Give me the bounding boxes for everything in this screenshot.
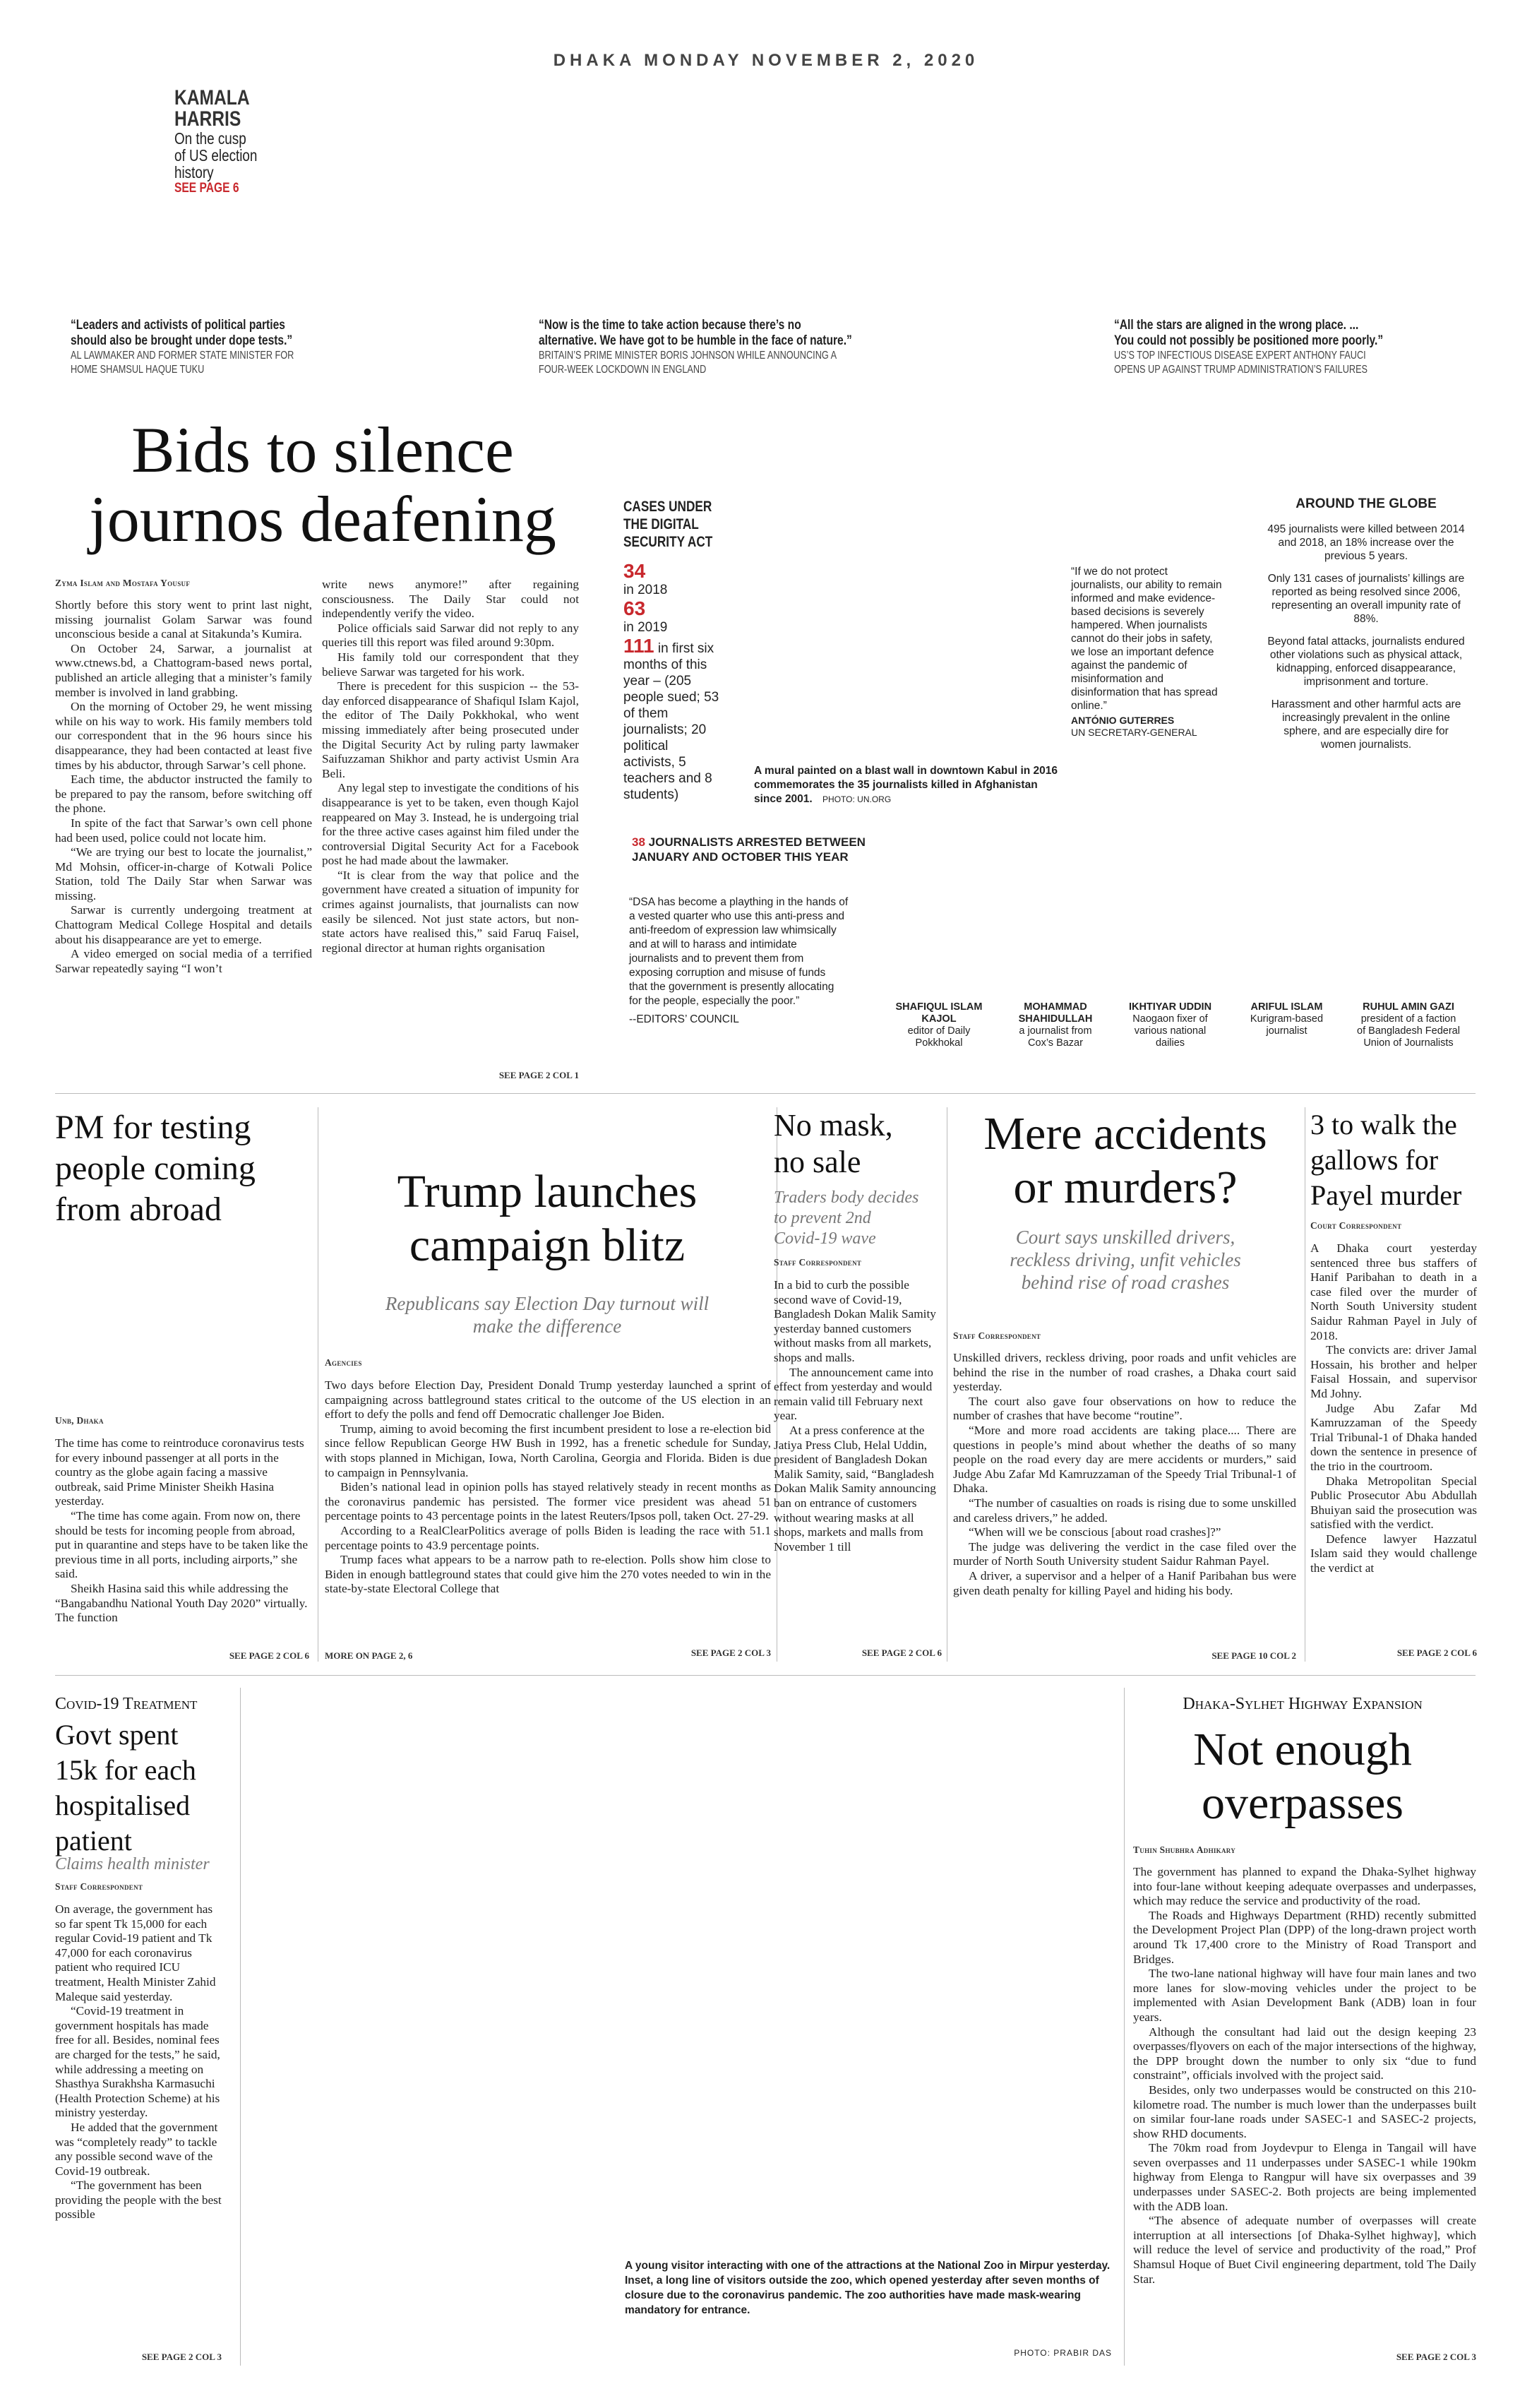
teaser-name: KAMALA [174,86,250,109]
trump-headline[interactable] [325,1165,770,1272]
headline-line: Mere accidents [983,1108,1267,1160]
guterres-name: ANTÓNIO GUTERRES [1071,715,1175,726]
paragraph: A Dhaka court yesterday sentenced three bus staffers of Hanif Paribahan to death in a case filed over the murder of North South University student Saidur Rahman Payel in July of 2018. [1310,1241,1477,1342]
arrested-count: 38 [632,835,645,849]
paragraph: Besides, only two underpasses would be constructed on this 210-kilometre road. The number is much lower than the underpasses built on similar four-lane roads under SASEC-1 and SASEC-2 projects, show RHD documents. [1133,2082,1476,2140]
payel-jump-link[interactable]: SEE PAGE 2 COL 6 [1396,1647,1477,1658]
paragraph: “The number of casualties on roads is rising due to some unskilled and careless drivers,” he added. [953,1496,1296,1525]
quote-source: --EDITORS’ COUNCIL [629,1013,739,1025]
paragraph: The announcement came into effect from yesterday and would remain valid till February next year. [774,1365,933,1423]
headline-line: Govt spent [55,1719,179,1751]
dateline: DHAKA MONDAY NOVEMBER 2, 2020 [553,51,979,70]
highway-jump-link[interactable]: SEE PAGE 2 COL 3 [1396,2352,1476,2362]
arrested-journalist: ARIFUL ISLAM Kurigram-based journalist [1250,1001,1324,1037]
mask-headline[interactable] [774,1107,943,1181]
paragraph: The time has come to reintroduce coronavirus tests for every inbound passenger at all ports in the country as the globe again facing a massive outbreak, said Prime Minister Sheikh Hasina yesterday. [55,1436,304,1508]
arrested-label: JANUARY AND OCTOBER THIS YEAR [632,850,849,864]
paragraph: The Roads and Highways Department (RHD) recently submitted the Development Project Plan (DPP) of the long-drawn project worth around Tk 17,400 crore to the Ministry of Road Transport and Bridges. [1133,1908,1476,1966]
arrested-journalist: IKHTIYAR UDDIN Naogaon fixer of various national dailies [1128,1001,1212,1049]
paragraph: “The government has been providing the people with the best possible [55,2178,222,2222]
guterres-title: UN SECRETARY-GENERAL [1071,727,1197,738]
guterres-quote [1071,565,1223,739]
arrested-journalist: SHAFIQUL ISLAM KAJOL editor of Daily Pokkhokal [895,1001,983,1049]
paragraph: “We are trying our best to locate the journalist,” Md Mohsin, officer-in-charge of Kotwali Police Station, told The Daily Star when Sarwar was missing. [55,845,312,902]
mask-byline: Staff Correspondent [774,1257,862,1268]
lead-column-1 [55,598,312,976]
paragraph: Sarwar is currently undergoing treatment at Chattogram Medical College Hospital and details about his disappearance are yet to emerge. [55,903,312,946]
lead-column-2 [322,578,579,955]
paragraph: A driver, a supervisor and a helper of a Hanif Paribahan bus were given death penalty for killing Payel and hiding his body. [953,1568,1296,1597]
dsa-title: SECURITY ACT [623,534,713,550]
paragraph: In spite of the fact that Sarwar’s own cell phone had been used, police could not locate him. [55,816,312,845]
globe-fact: 495 journalists were killed between 2014 and 2018, an 18% increase over the previous 5 years. [1267,523,1465,562]
paragraph: “It is clear from the way that police and the government have created a situation of impunity for crimes against journalists, that journalists can now easily be silenced. Not just state actors, but non-state actors have realised this,” said Faruq Faisel, regional director at human rights organisation [322,868,579,955]
quote-source: AL LAWMAKER AND FORMER STATE MINISTER FOR [71,350,294,362]
accidents-byline: Staff Correspondent [953,1330,1041,1341]
trump-byline: Agencies [325,1357,362,1368]
globe-fact: Harassment and other harmful acts are increasingly prevalent in the online sphere, and are especially dire for women journalists. [1271,698,1461,751]
globe-fact: Only 131 cases of journalists’ killings are reported as being resolved since 2006, representing an overall impunity rate of 88%. [1267,573,1465,625]
teaser-text: On the cusp [174,129,246,148]
mural-photo-credit: PHOTO: UN.ORG [822,794,892,804]
guterres-quote-text: “If we do not protect journalists, our ability to remain informed and make evidence-based decisions is severely hampered. When journalists cannot do their jobs in safety, we lose an important defence against the pandemic of misinformation and disinformation that has spread online.” [1071,566,1222,712]
quote-line: for the people, especially the poor.” [629,995,800,1007]
paragraph: Defence lawyer Hazzatul Islam said they would challenge the verdict at [1310,1532,1477,1575]
quote-text: You could not possibly be positioned more poorly.” [1114,333,1384,348]
covid-headline[interactable] [55,1717,267,1859]
headline-line: or murders? [1013,1162,1238,1213]
headline-line: PM for testing [55,1109,251,1146]
paragraph: On October 24, Sarwar, a journalist at www.ctnews.bd, a Chattogram-based news portal, published an article alleging that a minister’s family member is involved in land grabbing. [55,641,312,699]
quote-line: exposing corruption and misuse of funds [629,967,826,979]
quote-source: BRITAIN’S PRIME MINISTER BORIS JOHNSON WHILE ANNOUNCING A [539,350,837,362]
teaser-kamala-harris[interactable] [174,88,358,196]
highway-kicker: Dhaka-Sylhet Highway Expansion [1183,1695,1423,1713]
paragraph: The judge was delivering the verdict in the case filed over the murder of North South University student Saidur Rahman Payel. [953,1539,1296,1568]
quote-source: US’S TOP INFECTIOUS DISEASE EXPERT ANTHONY FAUCI [1114,350,1366,362]
dsa-count-label: in 2018 [623,583,668,597]
paragraph: “More and more road accidents are taking place.... There are questions in people’s mind about whether the deaths of so many people on the road every day are mere accidents or murders,” said Judge Abu Zafar Md Kamruzzaman of the Speedy Trial Tribunal-1 of Dhaka. [953,1423,1296,1496]
section-divider [55,1675,1476,1676]
quote-1 [71,318,466,377]
paragraph: His family told our correspondent that they believe Sarwar was targeted for his work. [322,650,579,679]
accidents-body [953,1351,1296,1598]
dsa-count: 63 [623,597,646,619]
paragraph: Although the consultant had laid out the design keeping 23 overpasses/flyovers on each of the major intersections of the highway, the DPP brought down the number to only six “due to fund constraint”, officials involved with the project said. [1133,2025,1476,2082]
pm-jump-link[interactable]: SEE PAGE 2 COL 6 [229,1650,309,1661]
pm-body [55,1436,309,1626]
zoo-photo [621,1709,1115,2246]
zoo-caption: A young visitor interacting with one of the attractions at the National Zoo in Mirpur yesterday. Inset, a long line of visitors outside the zoo, which opened yesterday after seven months of closure due to the coronavirus pandemic. The zoo authorities have made mask-wearing mandatory for entrance. [625,2260,1111,2316]
paragraph: Police officials said Sarwar did not reply to any queries till this report was filed around 9:30pm. [322,621,579,650]
mask-jump-link[interactable]: SEE PAGE 2 COL 6 [861,1647,942,1658]
payel-body [1310,1241,1477,1576]
pm-headline[interactable] [55,1107,323,1230]
paragraph: Unskilled drivers, reckless driving, poor roads and unfit vehicles are behind the rise in the number of road crashes, a Dhaka court said yesterday. [953,1351,1296,1394]
paragraph: A video emerged on social media of a terrified Sarwar repeatedly saying “I won’t [55,947,312,975]
paragraph: The two-lane national highway will have four main lanes and two more lanes for slow-moving vehicles under the project to be implemented with Asian Development Bank (ADB) loan in four years. [1133,1967,1476,2024]
quote-text: alternative. We have got to be humble in the face of nature.” [539,333,852,348]
around-the-globe [1267,496,1465,751]
headline-line: journos deafening [89,483,556,555]
quote-text: “Leaders and activists of political parties [71,318,285,333]
dsa-title: CASES UNDER [623,499,712,515]
trump-more-link[interactable]: MORE ON PAGE 2, 6 [325,1650,413,1661]
paragraph: According to a RealClearPolitics average of polls Biden is leading the race with 51.1 percentage points to 43.9 percentage points. [325,1523,771,1552]
paragraph: The court also gave four observations on how to reduce the number of crashes that have become “routine”. [953,1394,1296,1423]
column-divider [240,1688,241,2366]
arrested-journalist: MOHAMMAD SHAHIDULLAH a journalist from Cox’s Bazar [1018,1001,1093,1049]
paragraph: Judge Abu Zafar Md Kamruzzaman of the Speedy Trial Tribunal-1 of Dhaka handed down the sentence in presence of the trio in the courtroom. [1310,1401,1477,1473]
arrested-journalist: RUHUL AMIN GAZI president of a faction of Bangladesh Federal Union of Journalists [1357,1001,1460,1049]
headline-line: 3 to walk the [1310,1109,1457,1140]
covid-kicker: Covid-19 Treatment [55,1695,198,1713]
paragraph: Trump faces what appears to be a narrow path to re-election. Polls show him close to Biden in enough battleground states that could give him the 270 votes needed to win in the state-by-state Electoral College that [325,1553,771,1596]
lead-jump-link[interactable]: SEE PAGE 2 COL 1 [498,1070,579,1080]
section-divider [55,1093,1476,1094]
globe-title: AROUND THE GLOBE [1295,496,1437,511]
headline-line: Not enough [1193,1724,1412,1775]
paragraph: There is precedent for this suspicion -- the 53-day enforced disappearance of Shafiqul Islam Kajol, the editor of The Daily Pokkhokal, who went missing immediately after being prosecuted under the Digital Security Act by ruling party lawmaker Saifuzzaman Shikhor and party activist Usmin Ara Beli. [322,679,579,780]
headline-line: people coming [55,1150,256,1187]
mask-deck: Traders body decides to prevent 2nd Covid-19 wave [774,1188,919,1248]
paragraph: Any legal step to investigate the conditions of his disappearance is yet to be taken, even though Kajol reappeared on May 3. Instead, he is undergoing trial for the three active cases against him filed under the controversial Digital Security Act for a Facebook post he had made about the lawmaker. [322,781,579,868]
pm-byline: Unb, Dhaka [55,1415,104,1426]
zoo-photo-credit: PHOTO: PRABIR DAS [1014,2348,1112,2358]
covid-deck: Claims health minister [55,1855,210,1873]
paragraph: In a bid to curb the possible second wave of Covid-19, Bangladesh Dokan Malik Samity yesterday banned customers without masks from all markets, shops and malls. [774,1278,936,1364]
covid-jump-link[interactable]: SEE PAGE 2 COL 3 [141,2352,222,2362]
lead-headline[interactable] [51,415,594,554]
teaser-text: of US election [174,146,258,165]
highway-headline[interactable] [1130,1723,1476,1830]
mural-photo [741,487,1052,756]
quote-text: should also be brought under dope tests.” [71,333,293,348]
quote-text: “Now is the time to take action because there’s no [539,318,801,333]
paragraph: Trump, aiming to avoid becoming the first incumbent president to lose a re-election bid since fellow Republican George HW Bush in 1992, has a frenetic schedule for Sunday, with stops planned in Michigan, Iowa, North Carolina, Georgia and Florida. Biden is due to campaign in Pennsylvania. [325,1421,771,1479]
paragraph: “The absence of adequate number of overpasses will create interruption at all intersections [of Dhaka-Sylhet highway], which will reduce the level of service and productivity of the road,” Prof Shamsul Hoque of Buet Civil engineering department, told The Daily Star. [1133,2214,1476,2286]
paragraph: “The time has come again. From now on, there should be tests for incoming people from abroad, put in quarantine and steps have to be taken like the previous time in all ports, including airports,” she said. [55,1508,308,1581]
paragraph: At a press conference at the Jatiya Press Club, Helal Uddin, president of Bangladesh Dokan Malik Samity, said, “Bangladesh Dokan Malik Samity announcing ban on entrance of customers without wearing masks at all shops, markets and malls from November 1 till [774,1423,936,1554]
column-divider [1124,1688,1125,2366]
headline-line: No mask, [774,1108,893,1143]
paragraph: The government has planned to expand the Dhaka-Sylhet highway into four-lane without keeping adequate overpasses and underpasses, which may reduce the service and productivity of the road. [1133,1865,1476,1908]
paragraph: Dhaka Metropolitan Special Public Prosecutor Abu Abdullah Bhuiyan said the prosecution was satisfied with the verdict. [1310,1474,1477,1532]
arrested-label: JOURNALISTS ARRESTED BETWEEN [648,835,866,849]
quote-line: a vested quarter who use this anti-press and [629,910,845,922]
payel-headline[interactable] [1310,1107,1480,1213]
paragraph: “Covid-19 treatment in government hospitals has made free for all. Besides, nominal fees are charged for the tests,” he said, while addressing a meeting on Shasthya Surakhsha Karmasuchi (Health Protection Scheme) at his ministry yesterday. [55,2004,220,2120]
teaser-name-2: HARRIS [174,107,241,131]
paragraph: “When will we be conscious [about road crashes]?” [969,1525,1221,1539]
highway-body [1133,1865,1476,2287]
accidents-deck: Court says unskilled drivers, reckless driving, unfit vehicles behind rise of road crashes [1010,1227,1241,1293]
quote-line: anti-freedom of expression law whimsically [629,924,837,936]
paragraph: On the morning of October 29, he went missing while on his way to work. His family members told our correspondent that in the 96 hours since his disappearance, they had been contacted at least five times by his abductor, through Sarwar’s cell phone. [55,700,312,772]
globe-fact: Beyond fatal attacks, journalists endured other violations such as physical attack, kidnapping, enforced disappearance, imprisonment and torture. [1267,636,1465,688]
trump-jump-link[interactable]: SEE PAGE 2 COL 3 [690,1647,771,1658]
headline-line: hospitalised [55,1789,191,1821]
headline-line: campaign blitz [409,1220,686,1271]
mask-body [774,1278,942,1554]
quote-source: OPENS UP AGAINST TRUMP ADMINISTRATION’S FAILURES [1114,364,1368,376]
paragraph: Two days before Election Day, President Donald Trump yesterday launched a sprint of campaigning across battleground states critical to the outcome of the US election in an effort to defy the polls and fend off Democratic challenger Joe Biden. [325,1378,771,1421]
paragraph: The convicts are: driver Jamal Hossain, his brother and helper Faisal Hossain, and supervisor Md Johny. [1310,1343,1477,1400]
quote-line: “DSA has become a plaything in the hands of [629,896,849,908]
lead-byline: Zyma Islam and Mostafa Yousuf [55,578,191,588]
quote-source: HOME SHAMSUL HAQUE TUKU [71,364,205,376]
dsa-count-label: in 2019 [623,620,668,635]
headline-line: Payel murder [1310,1179,1462,1211]
dsa-count-detail: 111 in first six months of this year – (205 people sued; 53 of them journalists; 20 political activists, 5 teachers and 8 students) [623,635,719,802]
editors-council-quote [629,895,862,1027]
paragraph: On average, the government has so far spent Tk 15,000 for each regular Covid-19 patient and Tk 47,000 for each coronavirus patient who required ICU treatment, Health Minister Zahid Maleque said yesterday. [55,1902,216,2003]
headline-line: no sale [774,1145,861,1179]
dsa-cases-box [623,498,729,803]
paragraph: write news anymore!” after regaining consciousness. The Daily Star could not independently verify the video. [322,578,579,621]
payel-byline: Court Correspondent [1310,1220,1402,1231]
accidents-headline[interactable] [949,1107,1302,1215]
quote-line: that the government is presently allocating [629,981,834,993]
paragraph: Sheikh Hasina said this while addressing the “Bangabandhu National Youth Day 2020” virtually. The function [55,1581,308,1625]
teaser-see-page[interactable]: SEE PAGE 6 [174,181,239,196]
headline-line: overpasses [1202,1777,1404,1829]
headline-line: patient [55,1825,132,1856]
quote-text: “All the stars are aligned in the wrong place. ... [1114,318,1359,333]
dsa-count: 34 [623,560,646,582]
quote-line: and at will to harass and intimidate [629,938,797,950]
accidents-jump-link[interactable]: SEE PAGE 10 COL 2 [1211,1650,1296,1661]
headline-line: from abroad [55,1191,222,1228]
trump-body [325,1378,771,1597]
arrested-stat [632,835,928,864]
highway-byline: Tuhin Shubhra Adhikary [1133,1844,1236,1855]
quote-3 [1114,318,1509,377]
paragraph: Shortly before this story went to print last night, missing journalist Golam Sarwar was found unconscious beside a canal at Sitakunda’s Kumira. [55,598,312,641]
dsa-title: THE DIGITAL [623,516,699,532]
trump-deck: Republicans say Election Day turnout will make the difference [385,1293,710,1337]
quote-line: journalists and to prevent them from [629,953,804,965]
headline-line: Trump launches [397,1166,698,1217]
covid-body [55,1902,222,2222]
quote-2 [539,318,962,377]
teaser-text: history [174,163,214,181]
mural-caption: A mural painted on a blast wall in downtown Kabul in 2016 commemorates the 35 journalists killed in Afghanistan since 2001. PHOTO: UN.ORG [754,765,1058,805]
paragraph: Each time, the abductor instructed the family to be prepared to pay the ransom, before switching off the phone. [55,773,312,816]
covid-byline: Staff Correspondent [55,1881,143,1892]
headline-line: 15k for each [55,1754,196,1786]
quote-source: FOUR-WEEK LOCKDOWN IN ENGLAND [539,364,707,376]
paragraph: Biden’s national lead in opinion polls has stayed relatively steady in recent months as the coronavirus pandemic has persisted. The former vice president was ahead 51 percentage points to 43 percentage points in the latest Reuters/Ipsos poll, taken Oct. 27-29. [325,1480,771,1523]
headline-line: gallows for [1310,1144,1439,1176]
headline-line: Bids to silence [131,414,514,486]
paragraph: He added that the government was “completely ready” to tackle any possible second wave of the Covid-19 outbreak. [55,2120,218,2178]
paragraph: The 70km road from Joydevpur to Elenga in Tangail will have seven overpasses and 11 underpasses under SASEC-1 while 190km highway from Elenga to Rangpur will have six overpasses and 39 underpasses under SASEC-2. Both projects are being implemented with the ADB loan. [1133,2141,1476,2213]
